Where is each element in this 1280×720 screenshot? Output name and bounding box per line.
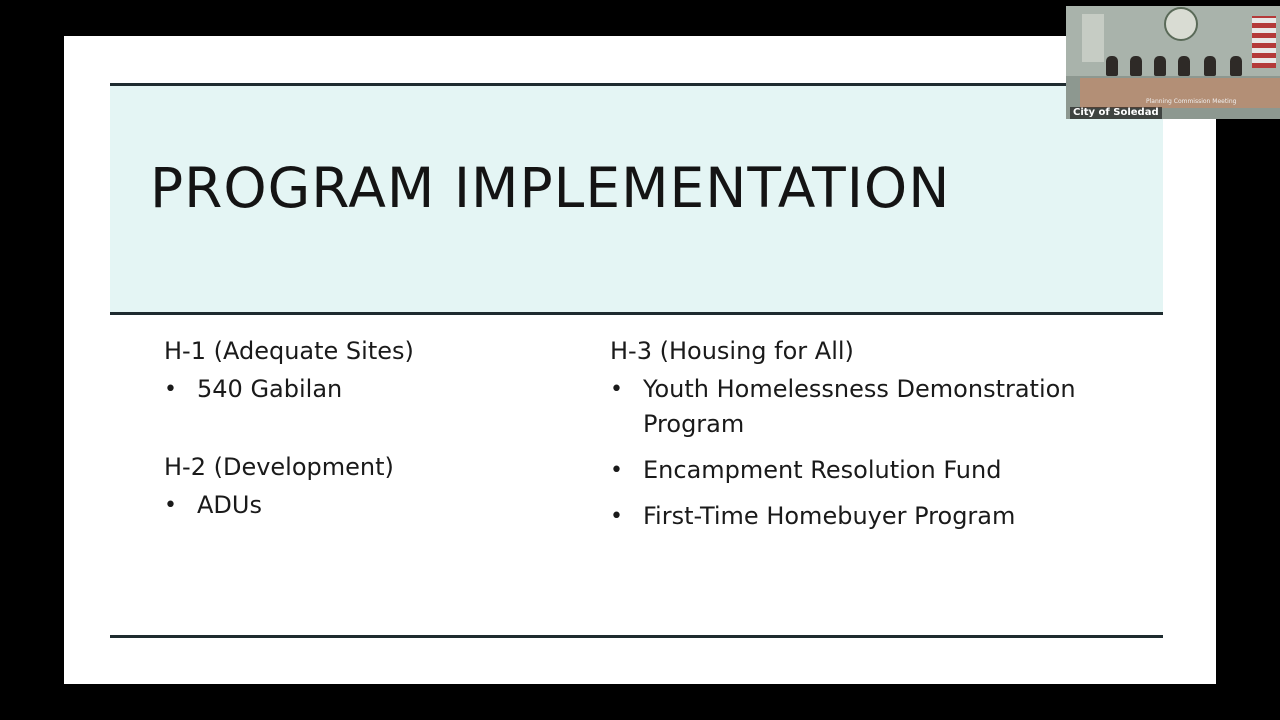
section-heading-h1: H-1 (Adequate Sites) xyxy=(164,337,414,365)
bullet-icon: • xyxy=(610,377,623,402)
webcam-label: City of Soledad xyxy=(1070,107,1162,119)
slide-title: PROGRAM IMPLEMENTATION xyxy=(150,156,951,220)
flag-icon xyxy=(1252,16,1276,68)
list-item-text: First-Time Homebuyer Program xyxy=(643,502,1016,530)
bullet-icon: • xyxy=(610,504,623,529)
bullet-icon: • xyxy=(164,377,177,402)
bullet-icon: • xyxy=(610,458,623,483)
person-figure xyxy=(1130,56,1142,76)
person-figure xyxy=(1204,56,1216,76)
chamber-door xyxy=(1082,14,1104,62)
bullet-list-h1 xyxy=(164,372,564,407)
list-item xyxy=(610,453,1110,488)
presentation-slide xyxy=(64,36,1216,684)
list-item xyxy=(610,499,1110,534)
list-item xyxy=(610,372,1103,442)
person-figure xyxy=(1106,56,1118,76)
bullet-list-h2 xyxy=(164,488,564,523)
list-item-text: 540 Gabilan xyxy=(197,375,343,403)
section-heading-h3: H-3 (Housing for All) xyxy=(610,337,854,365)
person-figure xyxy=(1154,56,1166,76)
webcam-video-inset[interactable] xyxy=(1066,6,1280,119)
list-item xyxy=(164,488,564,523)
left-column xyxy=(164,336,564,523)
video-caption: Planning Commission Meeting xyxy=(1146,98,1237,105)
list-item xyxy=(164,372,564,407)
right-column xyxy=(610,336,1110,545)
bullet-list-h3 xyxy=(610,372,1110,534)
bottom-rule xyxy=(110,635,1163,638)
person-figure xyxy=(1178,56,1190,76)
list-item-text: Encampment Resolution Fund xyxy=(643,456,1002,484)
section-heading-h2: H-2 (Development) xyxy=(164,453,394,481)
city-seal-icon xyxy=(1164,7,1198,41)
bullet-icon: • xyxy=(164,493,177,518)
list-item-text: Youth Homelessness Demonstration Program xyxy=(643,375,1076,438)
person-figure xyxy=(1230,56,1242,76)
list-item-text: ADUs xyxy=(197,491,262,519)
